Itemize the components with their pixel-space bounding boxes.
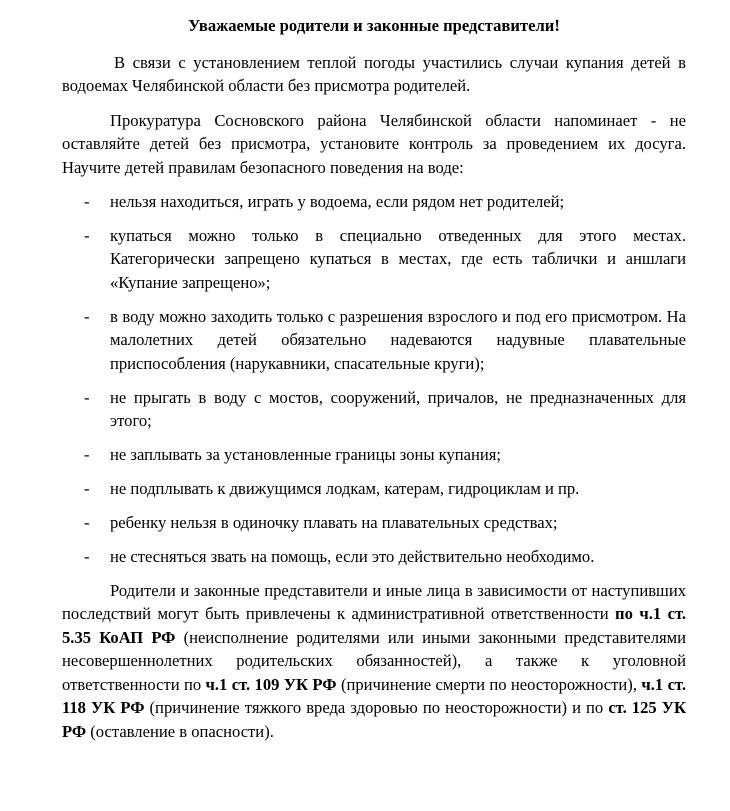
prosecutor-reminder-paragraph: Прокуратура Сосновского района Челябинской области напоминает - не оставляйте детей без присмотра, установите контроль за проведением их досуга. Научите детей правилам безопасного поведения на воде:	[62, 110, 686, 177]
list-item	[62, 190, 686, 213]
rule-text: купаться можно только в специально отведенных для этого местах. Категорически запрещено купаться в местах, где есть таблички и аншлаги «Купание запрещено»;	[110, 226, 686, 292]
intro-paragraph: В связи с установлением теплой погоды участились случаи купания детей в водоемах Челябинской области без присмотра родителей.	[62, 53, 686, 96]
rule-text: не стесняться звать на помощь, если это действительно необходимо.	[110, 547, 595, 567]
liability-text: (причинение смерти по неосторожности),	[336, 674, 642, 694]
list-item	[62, 386, 686, 433]
liability-text: (причинение тяжкого вреда здоровью по неосторожности) и по	[144, 698, 609, 718]
liability-text: (неисполнение родителями или иными законными представителями несовершеннолетних родительских обязанностей), а также к уголовной ответственности по	[62, 627, 686, 694]
list-dash: -	[84, 226, 90, 246]
rule-text: не прыгать в воду с мостов, сооружений, причалов, не предназначенных для этого;	[110, 387, 686, 431]
list-dash: -	[84, 445, 90, 465]
list-dash: -	[84, 306, 90, 326]
list-dash: -	[84, 387, 90, 407]
law-reference-koap-5-35: по ч.1 ст. 5.35 КоАП РФ	[62, 604, 686, 647]
rule-text: ребенку нельзя в одиночку плавать на плавательных средствах;	[110, 513, 558, 533]
rule-text: не подплывать к движущимся лодкам, катерам, гидроциклам и пр.	[110, 479, 580, 499]
list-item	[62, 305, 686, 375]
document-page	[62, 14, 686, 743]
rule-text: нельзя находиться, играть у водоема, если рядом нет родителей;	[110, 192, 565, 212]
list-item	[62, 545, 686, 568]
list-item	[62, 443, 686, 466]
list-dash: -	[84, 547, 90, 567]
list-item	[62, 224, 686, 294]
liability-text: (оставление в опасности).	[86, 721, 274, 741]
rule-text: не заплывать за установленные границы зоны купания;	[110, 445, 502, 465]
law-reference-uk-118: ч.1 ст. 118 УК РФ	[62, 674, 686, 718]
list-dash: -	[84, 513, 90, 533]
water-safety-rules-list	[62, 190, 686, 568]
list-dash: -	[84, 479, 90, 499]
document-title: Уважаемые родители и законные представители!	[188, 16, 560, 35]
list-dash: -	[84, 192, 90, 212]
law-reference-uk-109: ч.1 ст. 109 УК РФ	[205, 674, 337, 694]
rule-text: в воду можно заходить только с разрешения взрослого и под его присмотром. На малолетних детей обязательно надеваются надувные плавательные приспособления (нарукавники, спасательные круги);	[110, 306, 686, 373]
liability-paragraph	[62, 579, 686, 743]
law-reference-uk-125: ст. 125 УК РФ	[62, 698, 686, 741]
list-item	[62, 477, 686, 500]
liability-text: Родители и законные представители и иные лица в зависимости от наступивших последствий могут быть привлечены к административной ответственности	[62, 581, 686, 624]
list-item	[62, 511, 686, 534]
